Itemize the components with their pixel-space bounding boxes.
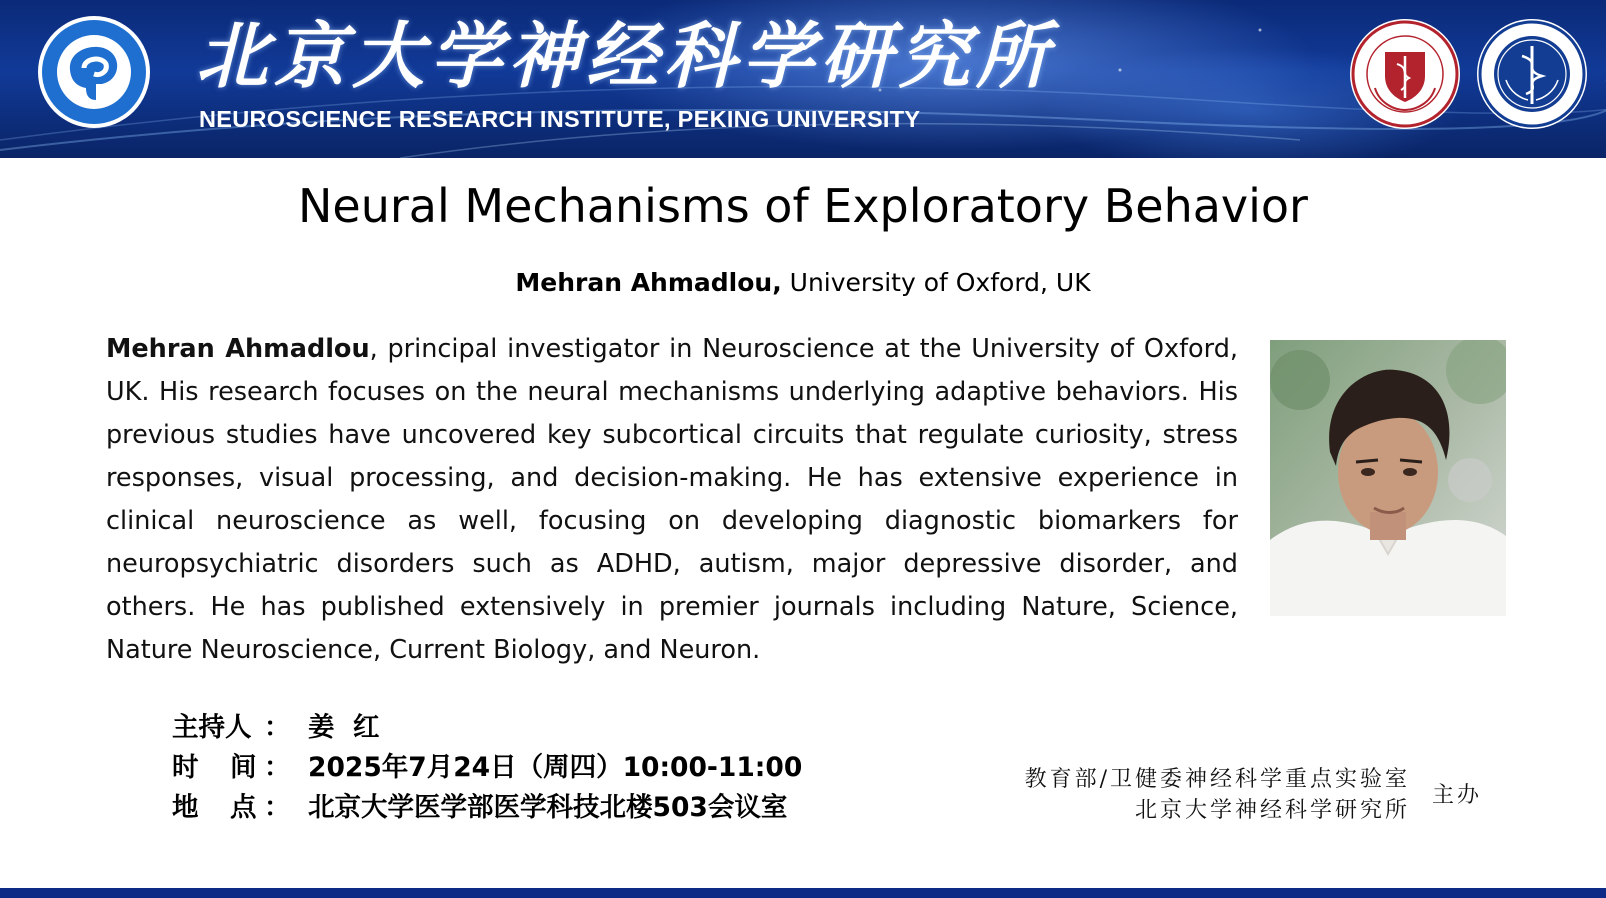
- time-label-1: 时: [172, 752, 199, 783]
- host-value: 姜 红: [308, 712, 380, 743]
- bottom-bar: [0, 888, 1606, 898]
- time-value: 2025年7月24日（周四）10:00-11:00: [308, 752, 803, 783]
- organizers: [980, 764, 1410, 826]
- host-label-text: 主持人: [172, 712, 252, 743]
- time-colon: ：: [264, 752, 291, 783]
- place-label-1: 地: [172, 792, 199, 823]
- place-label-2: 点: [230, 792, 257, 823]
- organizer-line-2: 北京大学神经科学研究所: [1134, 798, 1410, 823]
- institute-english-name: NEUROSCIENCE RESEARCH INSTITUTE, PEKING UNIVERSITY: [199, 106, 921, 132]
- institute-chinese-name: 北京大学神经科学研究所: [196, 13, 1055, 98]
- host-colon: ：: [264, 712, 291, 743]
- speaker-name: Mehran Ahmadlou,: [515, 268, 782, 297]
- speaker-bio: [106, 328, 1238, 672]
- talk-title: Neural Mechanisms of Exploratory Behavior: [298, 179, 1308, 233]
- organizer-role: 主办: [1432, 783, 1483, 808]
- place-value: 北京大学医学部医学科技北楼503会议室: [308, 792, 788, 823]
- time-label-2: 间: [230, 752, 257, 783]
- bio-speaker-name: Mehran Ahmadlou: [106, 334, 370, 364]
- header-banner: [0, 0, 1606, 158]
- place-colon: ：: [264, 792, 291, 823]
- institute-logo: [36, 14, 152, 130]
- speaker-line: [0, 265, 1606, 301]
- speaker-photo: [1270, 340, 1506, 616]
- health-science-center-seal: [1476, 18, 1588, 130]
- speaker-affiliation: University of Oxford, UK: [781, 268, 1091, 297]
- basic-medical-school-seal: [1349, 18, 1461, 130]
- bio-text: , principal investigator in Neuroscience at the University of Oxford, UK. His research focuses on the neural mechanisms underlying adaptive behaviors. His previous studies have uncovered key subcortical circuits that regulate curiosity, stress responses, visual processing, and decision-making. He has extensive experience in clinical neuroscience as well, focusing on developing diagnostic biomarkers for neuropsychiatric disorders such as ADHD, autism, major depressive disorder, and others. He has published extensively in premier journals including Nature, Science, Nature Neuroscience, Current Biology, and Neuron.: [106, 334, 1238, 665]
- organizer-line-1: 教育部/卫健委神经科学重点实验室: [1024, 767, 1410, 792]
